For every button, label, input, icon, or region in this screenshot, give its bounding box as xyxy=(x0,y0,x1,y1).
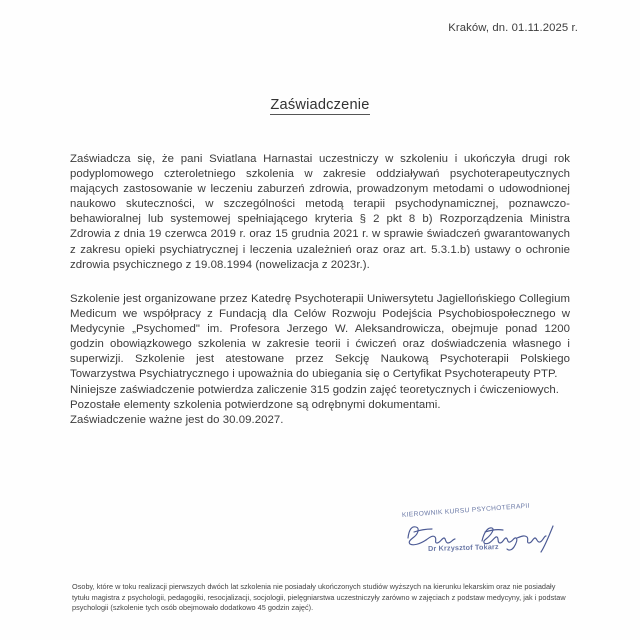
footer-disclaimer xyxy=(72,582,572,614)
line-other-elements: Pozostałe elementy szkolenia potwierdzone są odrębnymi dokumentami. xyxy=(70,398,441,411)
footer-disclaimer-text: Osoby, które w toku realizacji pierwszych dwóch lat szkolenia nie posiadały ukończonych studiów wyższych na kierunku lekarskim oraz nie posiadały tytułu magistra z psychologii, pedagogiki, resocjalizacji, socjologii, pielęgniarstwa uczestniczyły zarówno w zajęciach z podstaw medycyny, jak i podstaw psychologii (szkolenie tych osób obejmowało dodatkowo 45 godzin zajęć). xyxy=(72,582,566,613)
signature-block xyxy=(396,502,576,566)
paragraph-training-details xyxy=(70,292,570,428)
paragraph-attestation-text: Zaświadcza się, że pani Sviatlana Harnastai uczestniczy w szkoleniu i ukończyła drugi rok podyplomowego czteroletniego szkolenia w zakresie oddziaływań psychoterapeutycznych mających zastosowanie w leczeniu zaburzeń zdrowia, prowadzonym metodami o udowodnionej naukowo skuteczności, w szczególności metodą terapii psychodynamicznej, poznawczo-behawioralnej lub systemowej spełniającego kryteria § 2 pkt 8 b) Rozporządzenia Ministra Zdrowia z dnia 19 czerwca 2019 r. oraz 15 grudnia 2021 r. w sprawie świadczeń gwarantowanych z zakresu opieki psychiatrycznej i leczenia uzależnień oraz oraz art. 5.3.1.b) ustawy o ochronie zdrowia psychicznego z 19.08.1994 (nowelizacja z 2023r.). xyxy=(70,153,570,271)
stamp-signer-name: Dr Krzysztof Tokarz xyxy=(427,542,499,553)
page-title-text: Zaświadczenie xyxy=(270,97,370,113)
line-validity: Zaświadczenie ważne jest do 30.09.2027. xyxy=(70,413,284,426)
page-title xyxy=(0,97,640,113)
place-and-date: Kraków, dn. 01.11.2025 r. xyxy=(448,22,578,34)
stamp-title-text: KIEROWNIK KURSU PSYCHOTERAPII xyxy=(401,502,531,519)
line-hours-completed: Niniejsze zaświadczenie potwierdza zaliczenie 315 godzin zajęć teoretycznych i ćwiczeniowych. xyxy=(70,383,559,396)
paragraph-training-text: Szkolenie jest organizowane przez Katedrę Psychoterapii Uniwersytetu Jagiellońskiego Collegium Medicum we współpracy z Fundacją dla Celów Rozwoju Podejścia Psychobiospołecznego w Medycynie „Psychomed" im. Profesora Jerzego W. Aleksandrowicza, obejmuje ponad 1200 godzin obowiązkowego szkolenia w zakresie teorii i ćwiczeń oraz doświadczenia własnego i superwizji. Szkolenie jest atestowane przez Sekcję Naukową Psychoterapii Polskiego Towarzystwa Psychiatrycznego i upoważnia do ubiegania się o Certyfikat Psychoterapeuty PTP. xyxy=(70,293,570,381)
paragraph-attestation xyxy=(70,152,570,273)
